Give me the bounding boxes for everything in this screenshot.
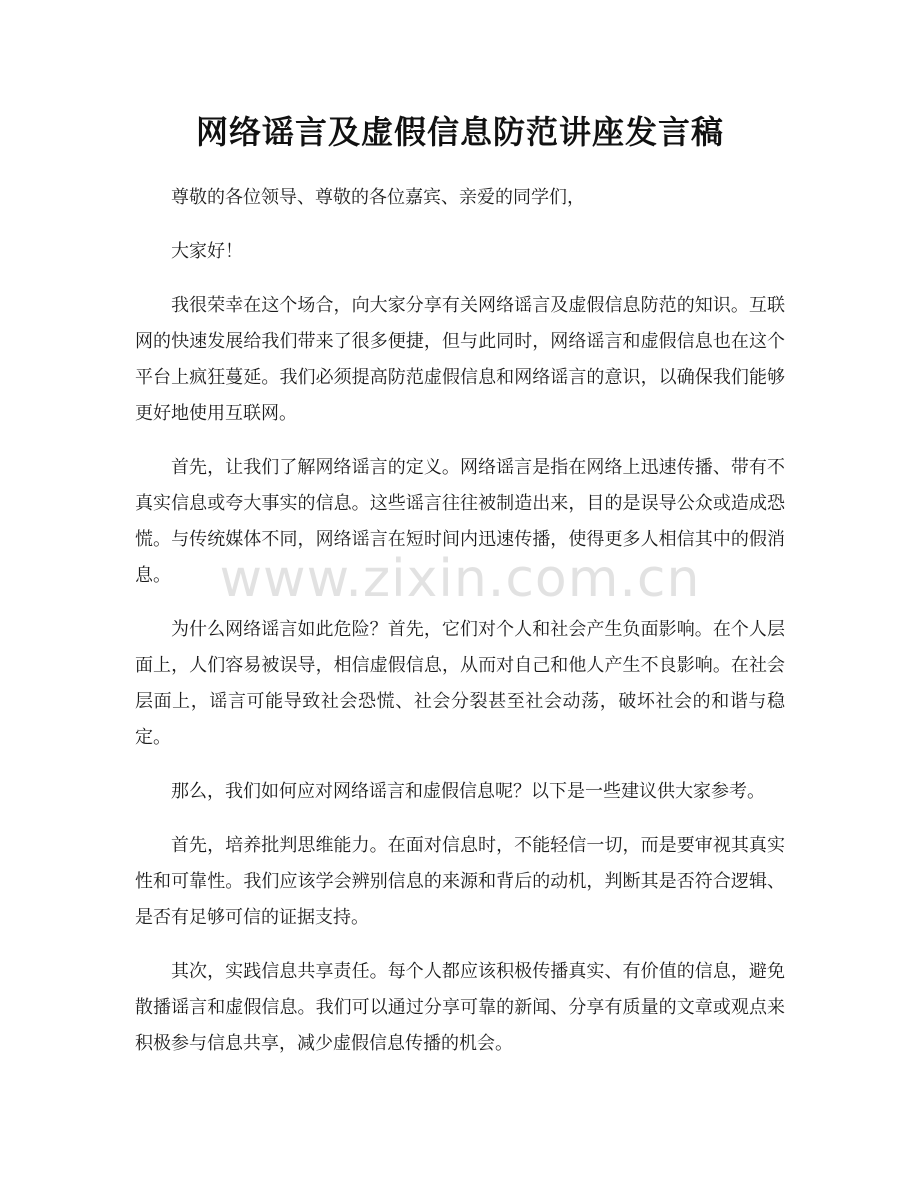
document-title: 网络谣言及虚假信息防范讲座发言稿 [195, 113, 724, 151]
paragraph-sharing-responsibility: 其次，实践信息共享责任。每个人都应该积极传播真实、有价值的信息，避免散播谣言和虚假信息。我们可以通过分享可靠的新闻、分享有质量的文章或观点来积极参与信息共享，减少虚假信息传播的机会。 [135, 961, 785, 1054]
paragraph-definition: 首先，让我们了解网络谣言的定义。网络谣言是指在网络上迅速传播、带有不真实信息或夸大事实的信息。这些谣言往往被制造出来，目的是误导公众或造成恐慌。与传统媒体不同，网络谣言在短时间内迅速传播，使得更多人相信其中的假消息。 [135, 457, 785, 586]
paragraph-response: 那么，我们如何应对网络谣言和虚假信息呢？以下是一些建议供大家参考。 [171, 781, 765, 802]
document-body [135, 180, 785, 1080]
paragraph-danger: 为什么网络谣言如此危险？首先，它们对个人和社会产生负面影响。在个人层面上，人们容易被误导，相信虚假信息，从而对自己和他人产生不良影响。在社会层面上，谣言可能导致社会恐慌、社会分裂甚至社会动荡，破坏社会的和谐与稳定。 [135, 619, 785, 748]
watermark: www.zixin.com.cn [219, 549, 701, 609]
paragraph-greeting: 大家好！ [171, 241, 243, 262]
paragraph-salutation: 尊敬的各位领导、尊敬的各位嘉宾、亲爱的同学们， [171, 187, 585, 208]
paragraph-critical-thinking: 首先，培养批判思维能力。在面对信息时，不能轻信一切，而是要审视其真实性和可靠性。我们应该学会辨别信息的来源和背后的动机，判断其是否符合逻辑、是否有足够可信的证据支持。 [135, 835, 785, 928]
paragraph-introduction: 我很荣幸在这个场合，向大家分享有关网络谣言及虚假信息防范的知识。互联网的快速发展给我们带来了很多便捷，但与此同时，网络谣言和虚假信息也在这个平台上疯狂蔓延。我们必须提高防范虚假信息和网络谣言的意识，以确保我们能够更好地使用互联网。 [135, 295, 785, 424]
